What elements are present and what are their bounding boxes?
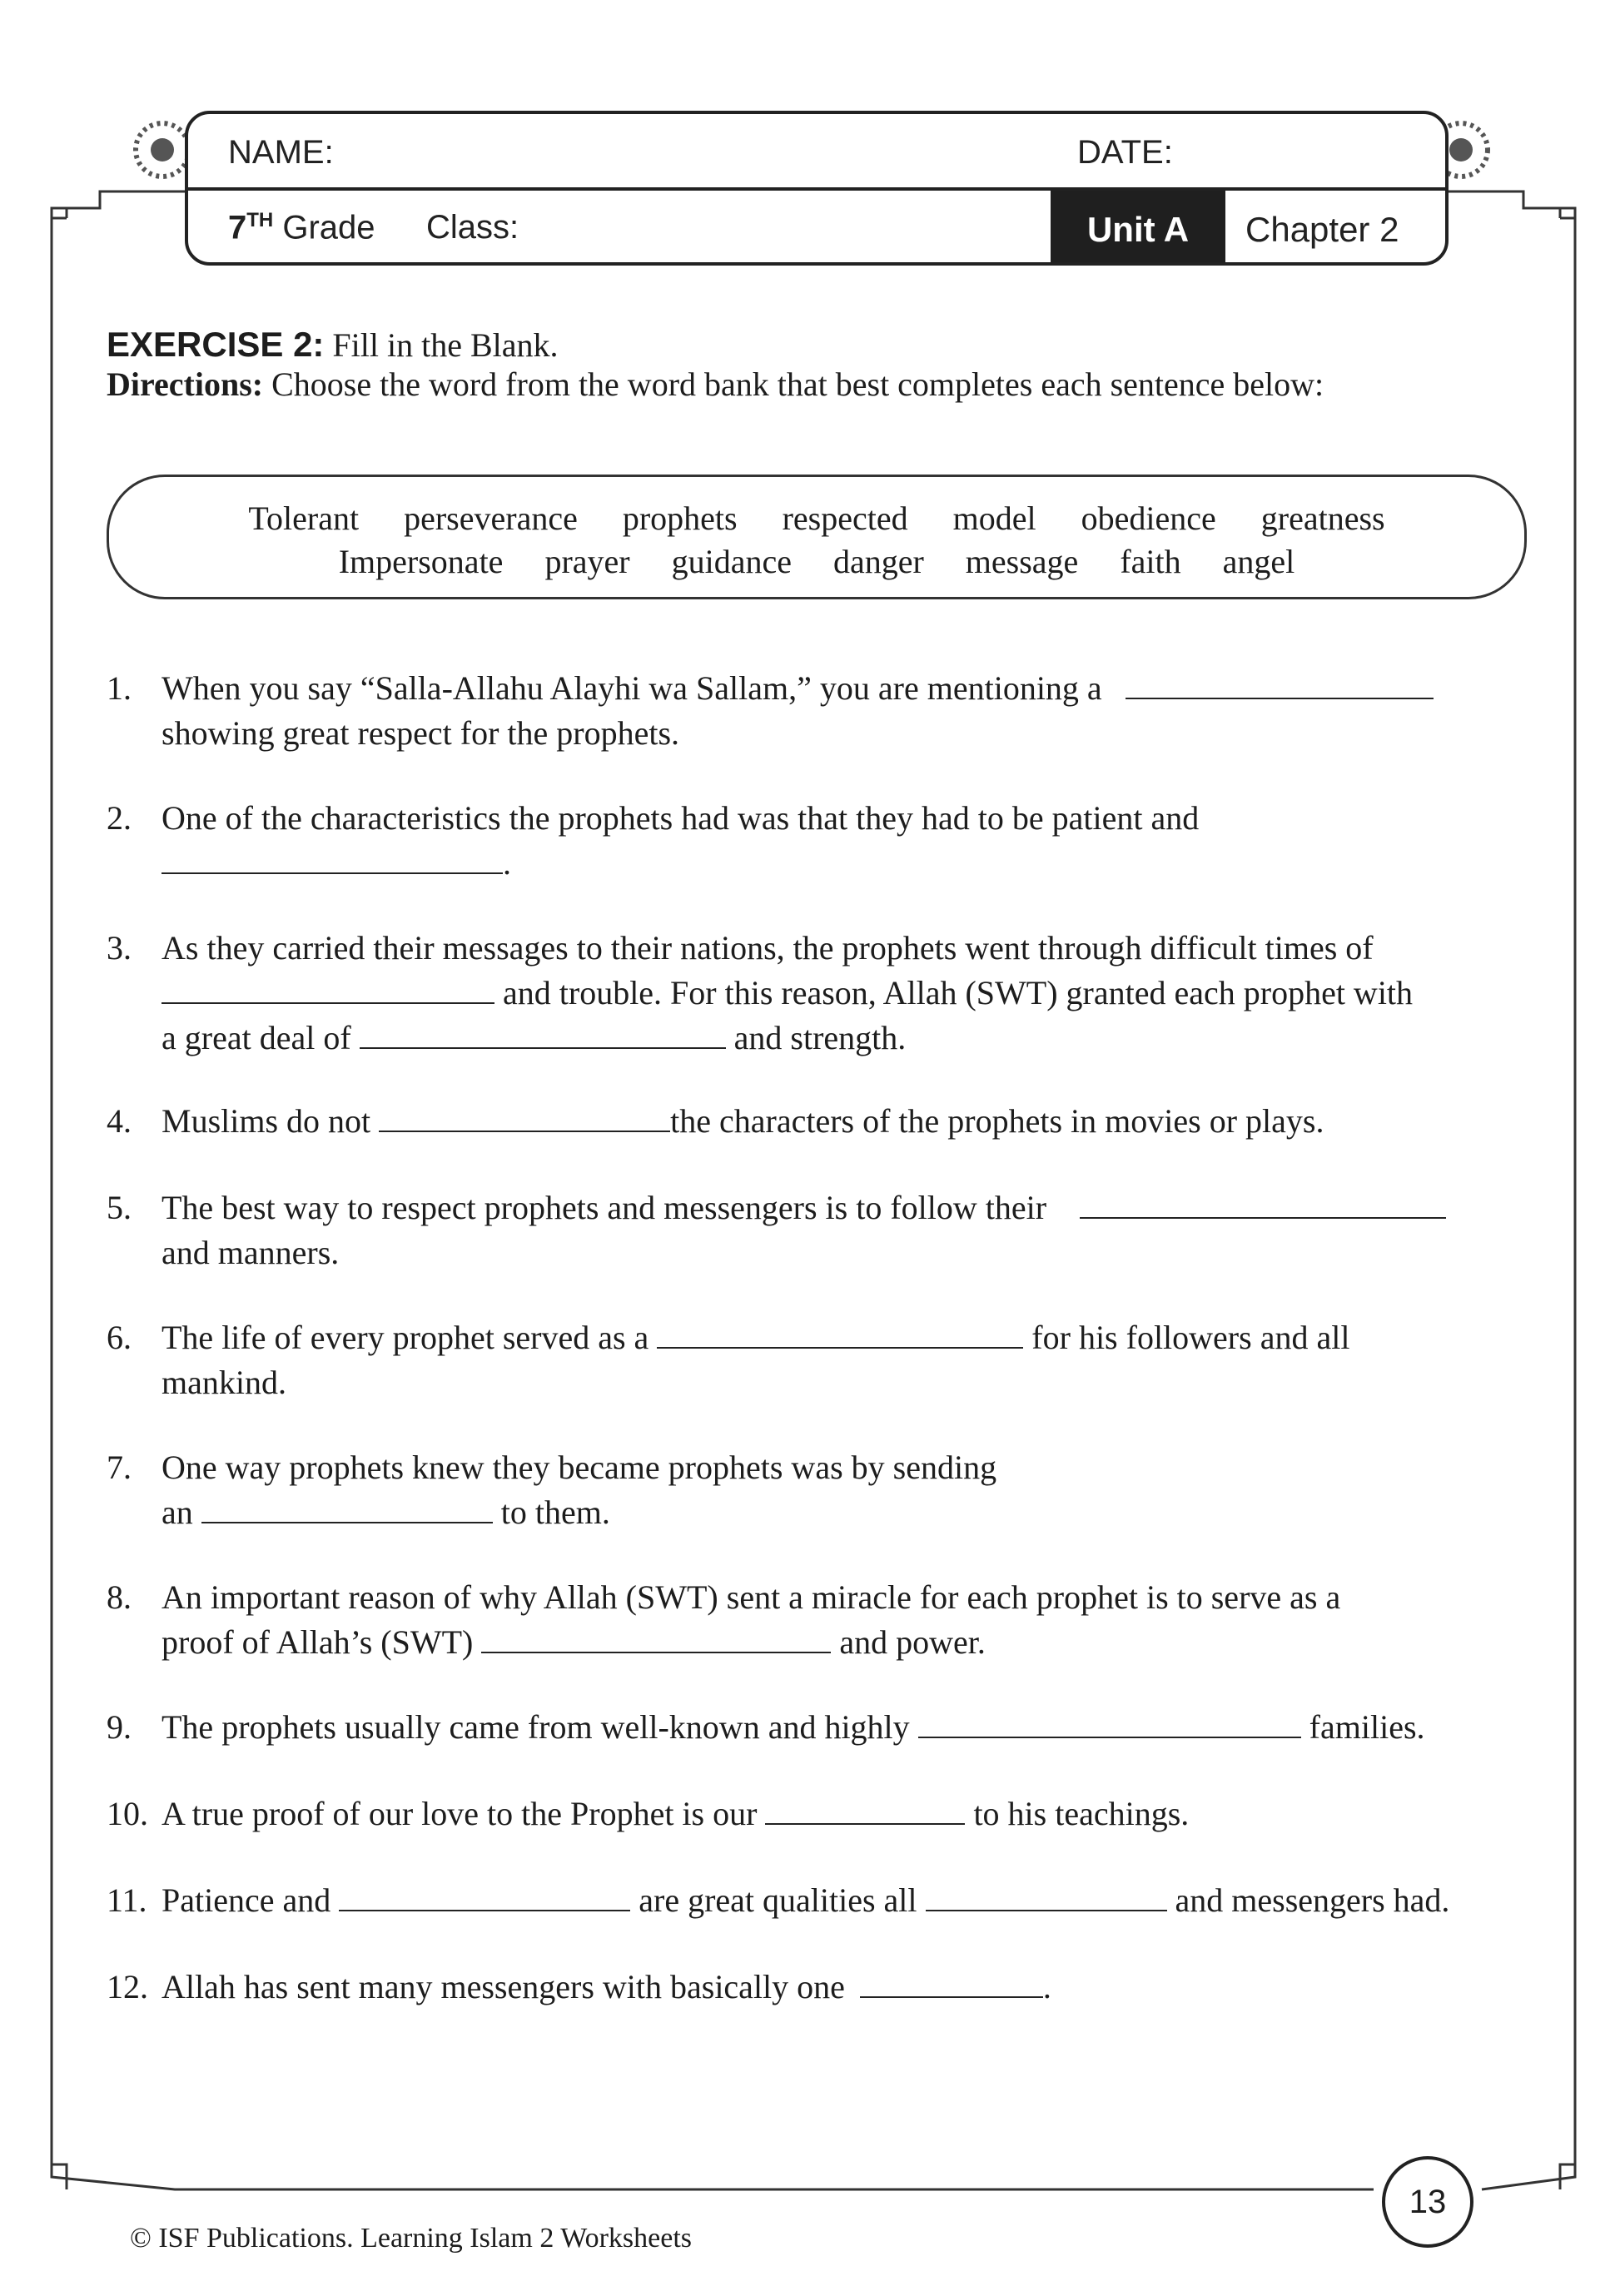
word-bank-item: Tolerant: [248, 499, 360, 537]
answer-blank[interactable]: [1080, 1189, 1446, 1219]
class-label: Class:: [426, 209, 519, 246]
question-10: 10. A true proof of our love to the Prophet is our to his teachings.: [107, 1795, 1190, 1832]
answer-blank[interactable]: [765, 1795, 965, 1825]
header-row-name-date: [188, 114, 1445, 191]
answer-blank[interactable]: [162, 974, 494, 1004]
header-box: [185, 111, 1449, 266]
word-bank-row-2: [109, 542, 1524, 581]
question-9: 9. The prophets usually came from well-known and highly families.: [107, 1708, 1425, 1746]
question-6: 6. The life of every prophet served as a for his followers and all mankind.: [107, 1319, 1350, 1401]
question-11: 11. Patience and are great qualities all and messengers had.: [107, 1881, 1450, 1919]
exercise-title: EXERCISE 2: Fill in the Blank.: [107, 325, 559, 364]
word-bank-item: prayer: [544, 543, 630, 580]
date-label: DATE:: [1077, 134, 1173, 171]
answer-blank[interactable]: [926, 1881, 1167, 1911]
word-bank-item: message: [965, 543, 1079, 580]
grade-label: 7TH Grade: [228, 209, 375, 246]
question-8: 8. An important reason of why Allah (SWT) sent a miracle for each prophet is to serve as a proof of Allah’s (SWT) and power.: [107, 1578, 1341, 1661]
question-5: 5. The best way to respect prophets and messengers is to follow their and manners.: [107, 1185, 1446, 1275]
word-bank-item: obedience: [1081, 499, 1216, 537]
answer-blank[interactable]: [339, 1881, 630, 1911]
question-7: 7. One way prophets knew they became prophets was by sending an to them.: [107, 1449, 997, 1531]
answer-blank[interactable]: [1126, 669, 1434, 699]
chapter-label: Chapter 2: [1245, 210, 1399, 249]
answer-blank[interactable]: [201, 1493, 493, 1523]
word-bank-item: prophets: [622, 499, 738, 537]
question-4: 4. Muslims do not the characters of the prophets in movies or plays.: [107, 1102, 1324, 1140]
name-label: NAME:: [228, 134, 334, 171]
question-12: 12. Allah has sent many messengers with basically one .: [107, 1968, 1051, 2005]
page-number: 13: [1382, 2156, 1473, 2248]
answer-blank[interactable]: [860, 1968, 1043, 1998]
copyright: © ISF Publications. Learning Islam 2 Worksheets: [130, 2223, 693, 2254]
word-bank-row-1: [109, 499, 1524, 538]
question-3: 3. As they carried their messages to their nations, the prophets went through difficult times of and trouble. For this reason, Allah (SWT) granted each prophet with a great deal of and strength.: [107, 929, 1414, 1056]
question-2: 2. One of the characteristics the prophets had was that they had to be patient and .: [107, 799, 1200, 882]
answer-blank[interactable]: [360, 1019, 726, 1049]
answer-blank[interactable]: [918, 1708, 1301, 1738]
question-1: 1. When you say “Salla-Allahu Alayhi wa Sallam,” you are mentioning a showing great respect for the prophets.: [107, 666, 1434, 756]
word-bank-item: danger: [832, 543, 924, 580]
word-bank-item: guidance: [671, 543, 792, 580]
directions: Directions: Choose the word from the word bank that best completes each sentence below:: [107, 365, 1324, 403]
word-bank-item: perseverance: [404, 499, 578, 537]
word-bank-item: respected: [782, 499, 908, 537]
answer-blank[interactable]: [162, 844, 503, 874]
unit-badge: Unit A: [1051, 191, 1225, 266]
word-bank-item: model: [952, 499, 1036, 537]
word-bank: [107, 475, 1527, 599]
answer-blank[interactable]: [481, 1623, 831, 1653]
word-bank-item: greatness: [1260, 499, 1385, 537]
word-bank-item: angel: [1222, 543, 1295, 580]
word-bank-item: Impersonate: [338, 543, 504, 580]
answer-blank[interactable]: [657, 1319, 1023, 1349]
word-bank-item: faith: [1120, 543, 1181, 580]
answer-blank[interactable]: [379, 1102, 670, 1132]
